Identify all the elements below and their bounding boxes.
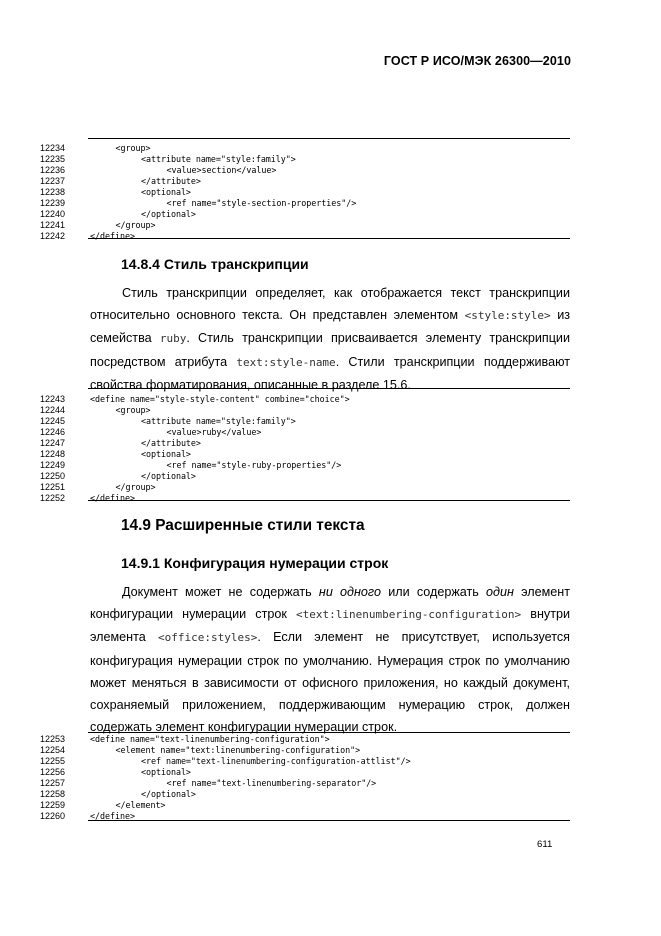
code-text: <ref name="text-linenumbering-configuration-attlist"/> xyxy=(141,756,411,767)
line-number: 12240 xyxy=(40,209,66,220)
paragraph-line xyxy=(90,351,570,374)
code-text: </optional> xyxy=(141,209,196,220)
code-text: <value>ruby</value> xyxy=(166,427,262,438)
paragraph-line: свойства форматирования, описанные в разделе 15.6. xyxy=(90,377,411,392)
code-text: </define> xyxy=(90,493,135,504)
code-text: </group> xyxy=(115,220,156,231)
line-number: 12248 xyxy=(40,449,66,460)
code-text: </optional> xyxy=(141,789,196,800)
inline-code: <text:linenumbering-configuration> xyxy=(295,608,522,622)
code-text: <value>section</value> xyxy=(166,165,277,176)
text-run: элемента xyxy=(90,630,146,645)
line-number: 12245 xyxy=(40,416,66,427)
line-number: 12238 xyxy=(40,187,66,198)
code-text: <ref name="text-linenumbering-separator"/> xyxy=(166,778,377,789)
emphasis: ни одного xyxy=(318,585,382,599)
page-number: 611 xyxy=(537,839,553,850)
text-run: . Стиль транскрипции присваивается элементу транскрипции xyxy=(186,331,571,346)
code-block-top-rule xyxy=(88,138,570,139)
code-text: <ref name="style-section-properties"/> xyxy=(166,198,357,209)
line-number: 12259 xyxy=(40,800,66,811)
line-number: 12239 xyxy=(40,198,66,209)
code-text: <attribute name="style:family"> xyxy=(141,154,296,165)
paragraph-line: Стиль транскрипции определяет, как отображается текст транскрипции xyxy=(122,286,570,300)
paragraph-line: содержать элемент конфигурации нумерации строк. xyxy=(90,720,398,735)
line-number: 12252 xyxy=(40,493,66,504)
code-text: </optional> xyxy=(141,471,196,482)
code-block-bottom-rule xyxy=(88,820,570,821)
section-heading-14-9-1: 14.9.1 Конфигурация нумерации строк xyxy=(121,555,389,571)
code-text: <group> xyxy=(115,405,151,416)
line-number: 12251 xyxy=(40,482,66,493)
text-run: из xyxy=(557,308,570,323)
code-text: <optional> xyxy=(141,767,191,778)
text-run: . Если элемент не присутствует, используется xyxy=(257,630,570,645)
inline-code: <style:style> xyxy=(464,309,551,323)
line-number: 12260 xyxy=(40,811,66,822)
code-text: </attribute> xyxy=(141,438,201,449)
text-run: или содержать xyxy=(381,585,487,599)
code-text: <element name="text:linenumbering-configuration"> xyxy=(115,745,361,756)
code-block-bottom-rule xyxy=(88,500,570,501)
text-run: конфигурации нумерации строк xyxy=(90,607,287,622)
line-number: 12246 xyxy=(40,427,66,438)
code-block-bottom-rule xyxy=(88,238,570,239)
emphasis: один xyxy=(486,585,514,599)
line-number: 12237 xyxy=(40,176,66,187)
code-text: <attribute name="style:family"> xyxy=(141,416,296,427)
paragraph-line xyxy=(90,304,570,327)
text-run: внутри xyxy=(530,607,570,622)
line-number: 12249 xyxy=(40,460,66,471)
paragraph-line: сохраняемый приложением, поддерживающим нумерацию строк, должен xyxy=(90,698,570,713)
line-number: 12256 xyxy=(40,767,66,778)
line-number: 12243 xyxy=(40,394,66,404)
code-text: <define name="style-style-content" combine="choice"> xyxy=(90,394,350,404)
line-number: 12241 xyxy=(40,220,66,231)
line-number: 12254 xyxy=(40,745,66,756)
line-number: 12236 xyxy=(40,165,66,176)
paragraph-line xyxy=(90,327,570,350)
code-text: </define> xyxy=(90,811,135,822)
inline-code: ruby xyxy=(159,332,187,346)
code-text: </define> xyxy=(90,231,135,242)
line-number: 12244 xyxy=(40,405,66,416)
paragraph-line xyxy=(90,603,570,626)
paragraph-line xyxy=(90,626,570,649)
code-text: </element> xyxy=(115,800,166,811)
text-run: относительно основного текста. Он представлен элементом xyxy=(90,308,459,323)
code-text: <group> xyxy=(115,143,151,153)
text-run: Документ может не содержать xyxy=(122,585,319,599)
line-number: 12234 xyxy=(40,143,66,153)
inline-code: text:style-name xyxy=(236,355,336,369)
code-text: <ref name="style-ruby-properties"/> xyxy=(166,460,342,471)
code-text: </group> xyxy=(115,482,156,493)
paragraph-line: конфигурация нумерации строк по умолчанию. Нумерация строк по умолчанию xyxy=(90,653,570,668)
line-number: 12255 xyxy=(40,756,66,767)
code-text: <define name="text-linenumbering-configuration"> xyxy=(90,734,330,744)
line-number: 12235 xyxy=(40,154,66,165)
code-text: </attribute> xyxy=(141,176,201,187)
paragraph-14-9-1 xyxy=(90,581,570,738)
line-number: 12253 xyxy=(40,734,66,744)
text-run: посредством атрибута xyxy=(90,354,228,369)
code-block-top-rule xyxy=(88,388,570,389)
text-run: семейства xyxy=(90,331,152,346)
text-run: . Стили транскрипции поддерживают xyxy=(335,354,571,369)
line-number: 12247 xyxy=(40,438,66,449)
document-header: ГОСТ Р ИСО/МЭК 26300—2010 xyxy=(383,54,571,68)
line-number: 12257 xyxy=(40,778,66,789)
line-number: 12250 xyxy=(40,471,66,482)
inline-code: <office:styles> xyxy=(158,631,258,645)
section-heading-14-8-4: 14.8.4 Стиль транскрипции xyxy=(121,256,309,272)
section-heading-14-9: 14.9 Расширенные стили текста xyxy=(121,517,365,534)
paragraph-line xyxy=(90,581,570,603)
line-number: 12258 xyxy=(40,789,66,800)
code-text: <optional> xyxy=(141,187,191,198)
paragraph-14-8-4 xyxy=(90,282,570,396)
code-text: <optional> xyxy=(141,449,191,460)
paragraph-line: может меняться в зависимости от офисного приложения, но каждый документ, xyxy=(90,675,570,690)
line-number: 12242 xyxy=(40,231,66,242)
text-run: элемент xyxy=(513,585,571,599)
